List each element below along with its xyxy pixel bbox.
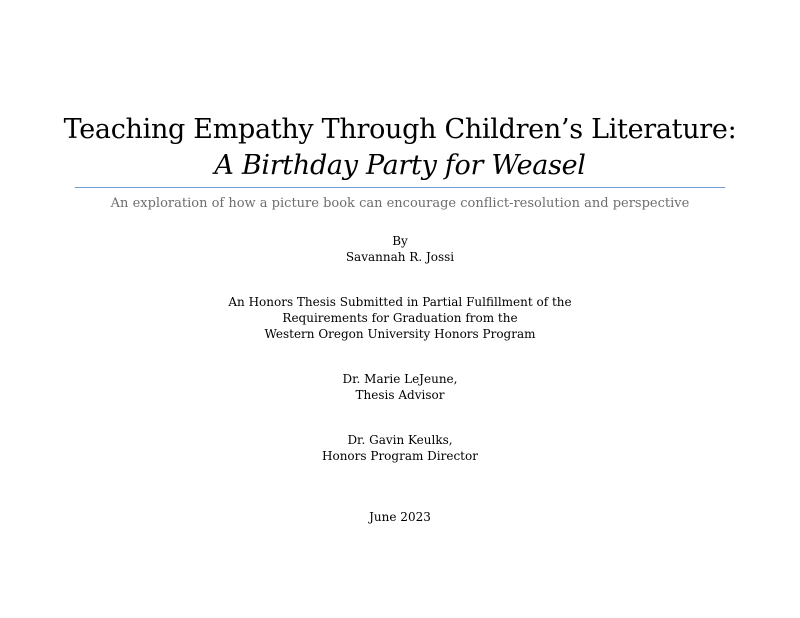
submission-date: June 2023 (369, 510, 431, 524)
thesis-title (0, 112, 800, 184)
submission-line-2: Requirements for Graduation from the (282, 311, 518, 325)
author-block (0, 233, 800, 265)
director-role: Honors Program Director (322, 449, 478, 463)
advisor-name: Dr. Marie LeJeune, (342, 372, 458, 386)
by-label: By (392, 234, 408, 248)
title-main-line: Teaching Empathy Through Children’s Literature: (63, 114, 737, 145)
title-book-name: A Birthday Party for Weasel (214, 150, 586, 181)
director-name: Dr. Gavin Keulks, (347, 433, 453, 447)
submission-line-1: An Honors Thesis Submitted in Partial Fulfillment of the (228, 295, 572, 309)
advisor-role: Thesis Advisor (355, 388, 445, 402)
thesis-subtitle: An exploration of how a picture book can encourage conflict-resolution and perspective (110, 196, 690, 211)
submission-line-3: Western Oregon University Honors Program (264, 327, 536, 341)
author-name: Savannah R. Jossi (345, 250, 455, 264)
submission-statement (0, 294, 800, 342)
title-divider (75, 187, 725, 188)
advisor-block (0, 371, 800, 403)
director-block (0, 432, 800, 464)
